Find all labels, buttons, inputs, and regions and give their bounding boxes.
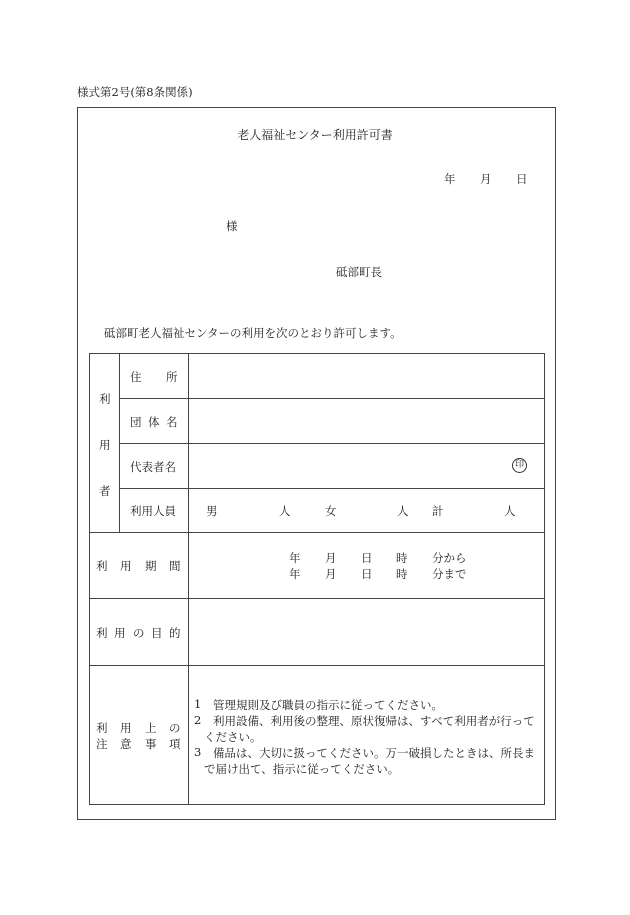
group-name-label-char: 名 bbox=[166, 415, 178, 429]
seal-mark: 印 bbox=[512, 458, 527, 473]
period-from-day: 日 bbox=[361, 551, 373, 565]
row-divider bbox=[89, 532, 545, 533]
notes-label-char: 意 bbox=[120, 737, 132, 751]
female-label: 女 bbox=[325, 504, 337, 518]
female-unit: 人 bbox=[397, 504, 409, 518]
column-divider bbox=[188, 353, 189, 805]
note-text: 管理規則及び職員の指示に従ってください。 bbox=[213, 698, 443, 712]
total-label: 計 bbox=[432, 504, 444, 518]
addressee-honorific: 様 bbox=[226, 219, 238, 233]
user-group-label-char: 利 bbox=[99, 392, 111, 406]
group-name-label-char: 団 bbox=[130, 415, 142, 429]
period-from-month: 月 bbox=[325, 551, 337, 565]
form-number-label: 様式第2号(第8条関係) bbox=[77, 85, 193, 99]
user-group-label-char: 用 bbox=[99, 438, 111, 452]
row-divider bbox=[119, 398, 545, 399]
period-to-minute: 分まで bbox=[432, 567, 467, 581]
notes-label-char: 用 bbox=[120, 721, 132, 735]
period-from-hour: 時 bbox=[396, 551, 408, 565]
user-group-label-char: 者 bbox=[99, 484, 111, 498]
address-label-char: 住 bbox=[130, 370, 142, 384]
address-label-char: 所 bbox=[166, 370, 178, 384]
note-number: 3 bbox=[194, 745, 202, 759]
note-text: 備品は、大切に扱ってください。万一破損したときは、所長ま bbox=[213, 746, 535, 760]
purpose-label-char: の bbox=[133, 626, 145, 640]
period-from-year: 年 bbox=[289, 551, 301, 565]
period-label-char: 期 bbox=[145, 559, 157, 573]
period-to-year: 年 bbox=[289, 567, 301, 581]
note-text: 利用設備、利用後の整理、原状復帰は、すべて利用者が行って bbox=[213, 714, 535, 728]
group-name-label-char: 体 bbox=[148, 415, 160, 429]
row-divider bbox=[119, 443, 545, 444]
notes-label-char: の bbox=[169, 721, 181, 735]
purpose-label-char: 的 bbox=[169, 626, 181, 640]
document-title: 老人福祉センター利用許可書 bbox=[237, 128, 393, 142]
representative-label: 代表者名 bbox=[130, 460, 176, 474]
notes-label-char: 項 bbox=[169, 737, 181, 751]
row-divider bbox=[89, 598, 545, 599]
date-year-label: 年 bbox=[444, 172, 456, 186]
purpose-label-char: 利 bbox=[96, 626, 108, 640]
issuer-name: 砥部町長 bbox=[336, 265, 382, 279]
period-label-char: 用 bbox=[120, 559, 132, 573]
period-label-char: 利 bbox=[96, 559, 108, 573]
row-divider bbox=[89, 665, 545, 666]
period-to-day: 日 bbox=[361, 567, 373, 581]
notes-label-char: 注 bbox=[96, 737, 108, 751]
notes-label-char: 利 bbox=[96, 721, 108, 735]
note-text-continued: で届け出て、指示に従ってください。 bbox=[204, 762, 400, 776]
row-divider bbox=[119, 488, 545, 489]
column-divider bbox=[119, 353, 120, 532]
note-number: 2 bbox=[194, 713, 202, 727]
permission-statement: 砥部町老人福祉センターの利用を次のとおり許可します。 bbox=[104, 326, 402, 340]
period-to-month: 月 bbox=[325, 567, 337, 581]
note-text-continued: ください。 bbox=[204, 730, 262, 744]
period-to-hour: 時 bbox=[396, 567, 408, 581]
period-from-minute: 分から bbox=[432, 551, 467, 565]
date-day-label: 日 bbox=[516, 172, 528, 186]
purpose-label-char: 目 bbox=[151, 626, 163, 640]
date-month-label: 月 bbox=[480, 172, 492, 186]
notes-label-char: 事 bbox=[145, 737, 157, 751]
user-count-label: 利用人員 bbox=[130, 504, 176, 518]
male-unit: 人 bbox=[279, 504, 291, 518]
total-unit: 人 bbox=[504, 504, 516, 518]
male-label: 男 bbox=[206, 504, 218, 518]
notes-label-char: 上 bbox=[145, 721, 157, 735]
purpose-label-char: 用 bbox=[114, 626, 126, 640]
note-number: 1 bbox=[194, 697, 202, 711]
period-label-char: 間 bbox=[169, 559, 181, 573]
